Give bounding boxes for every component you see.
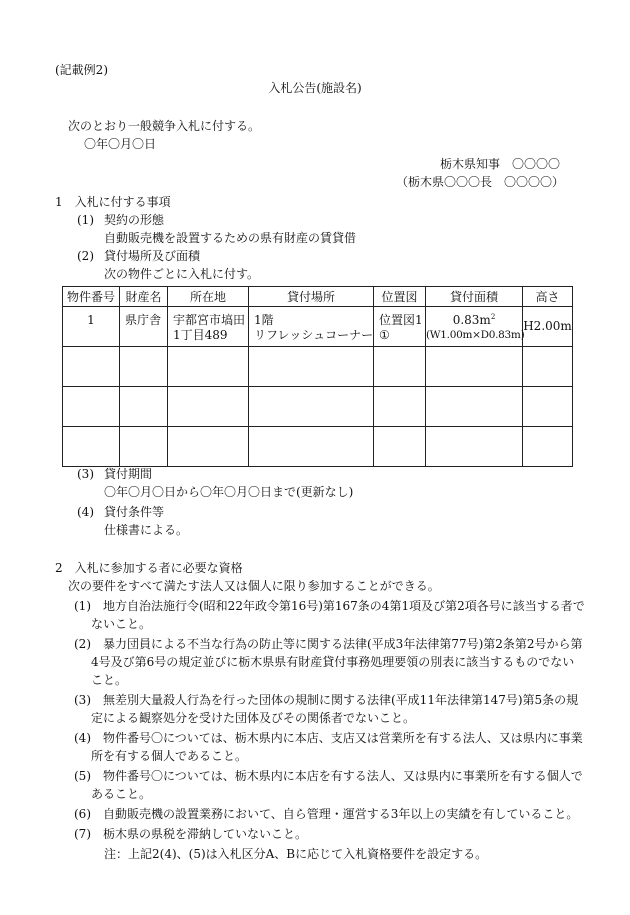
- section2-intro: 次の要件をすべて満たす法人又は個人に限り参加することができる。: [68, 579, 440, 593]
- column-header: 貸付面積: [426, 287, 523, 307]
- column-header: 位置図: [374, 287, 426, 307]
- place-line-1: 1階: [254, 313, 274, 327]
- requirement-7: (7) 栃木県の県税を滞納していないこと。: [74, 827, 307, 841]
- requirement-5-cont: あること。: [91, 787, 152, 801]
- note-text: 注：上記2(4)、(5)は入札区分A、Bに応じて入札資格要件を設定する。: [104, 847, 488, 861]
- section2-heading: 2 入札に参加する者に必要な資格: [55, 561, 243, 575]
- requirement-1-cont: ないこと。: [91, 617, 152, 631]
- table-header-row: [63, 287, 573, 307]
- requirement-2-cont: こと。: [91, 673, 128, 687]
- place-line-2: リフレッシュコーナー: [254, 328, 374, 342]
- item2-title: 貸付場所及び面積: [104, 249, 201, 263]
- column-header: 所在地: [168, 287, 249, 307]
- item1-body: 自動販売機を設置するための県有財産の賃貸借: [104, 231, 357, 245]
- property-number: 1: [87, 313, 95, 327]
- location-line-1: 宇都宮市塙田: [173, 313, 246, 327]
- column-header: 財産名: [120, 287, 168, 307]
- requirement-4: (4) 物件番号〇については、栃木県内に本店、支店又は営業所を有する法人、又は県内に事業: [74, 731, 583, 745]
- item1-number: (1): [77, 213, 94, 227]
- requirement-5: (5) 物件番号〇については、栃木県内に本店を有する法人、又は県内に事業所を有する個人で: [74, 769, 583, 783]
- item2-body: 次の物件ごとに入札に付す。: [104, 267, 260, 281]
- requirement-3: (3) 無差別大量殺人行為を行った団体の規制に関する法律(平成11年法律第147号)第5条の規: [74, 693, 579, 707]
- area-value: $0.83m^2$: [452, 313, 496, 327]
- item3-body: 〇年〇月〇日から〇年〇月〇日まで(更新なし): [104, 485, 354, 499]
- item1-title: 契約の形態: [104, 213, 165, 227]
- map-line-1: 位置図1: [379, 313, 423, 327]
- property-name: 県庁舎: [125, 313, 162, 327]
- item4-number: (4): [77, 505, 94, 519]
- section1-heading: 1 入札に付する事項: [55, 195, 171, 209]
- column-header: 貸付場所: [249, 287, 374, 307]
- location-line-2: 1丁目489: [173, 328, 228, 342]
- requirement-3-cont: 定による観察処分を受けた団体及びその関係者でないこと。: [91, 711, 416, 725]
- issuer-director: （栃木県〇〇〇長 〇〇〇〇）: [395, 175, 564, 189]
- notice-date: 〇年〇月〇日: [84, 137, 157, 151]
- area-detail: (W1.00m×D0.83m): [426, 329, 525, 341]
- requirement-6: (6) 自動販売機の設置業務において、自ら管理・運営する3年以上の実績を有していること。: [74, 807, 579, 821]
- item3-title: 貸付期間: [104, 467, 153, 481]
- document-title: 入札公告(施設名): [268, 81, 362, 95]
- table-row: [63, 307, 573, 347]
- example-label: (記載例2): [55, 63, 108, 77]
- column-header: 物件番号: [63, 287, 120, 307]
- item2-number: (2): [77, 249, 94, 263]
- item4-title: 貸付条件等: [104, 505, 165, 519]
- table-row: [63, 427, 573, 467]
- requirement-1: (1) 地方自治法施行令(昭和22年政令第16号)第167条の4第1項及び第2項各号に該当する者で: [74, 599, 585, 613]
- requirement-2-cont: 4号及び第6号の規定並びに栃木県県有財産貸付事務処理要領の別表に該当するものでない: [91, 655, 575, 669]
- item3-number: (3): [77, 467, 94, 481]
- requirement-2: (2) 暴力団員による不当な行為の防止等に関する法律(平成3年法律第77号)第2条第2号から第: [74, 637, 583, 651]
- table-row: [63, 387, 573, 427]
- issuer-governor: 栃木県知事 〇〇〇〇: [439, 157, 560, 171]
- item4-body: 仕様書による。: [104, 523, 189, 537]
- map-line-2: ①: [379, 328, 390, 342]
- intro-text: 次のとおり一般競争入札に付する。: [68, 119, 261, 133]
- height-value: H2.00m: [523, 319, 572, 333]
- property-table: [62, 286, 573, 467]
- column-header: 高さ: [523, 287, 573, 307]
- table-row: [63, 347, 573, 387]
- requirement-4-cont: 所を有する個人であること。: [91, 749, 248, 763]
